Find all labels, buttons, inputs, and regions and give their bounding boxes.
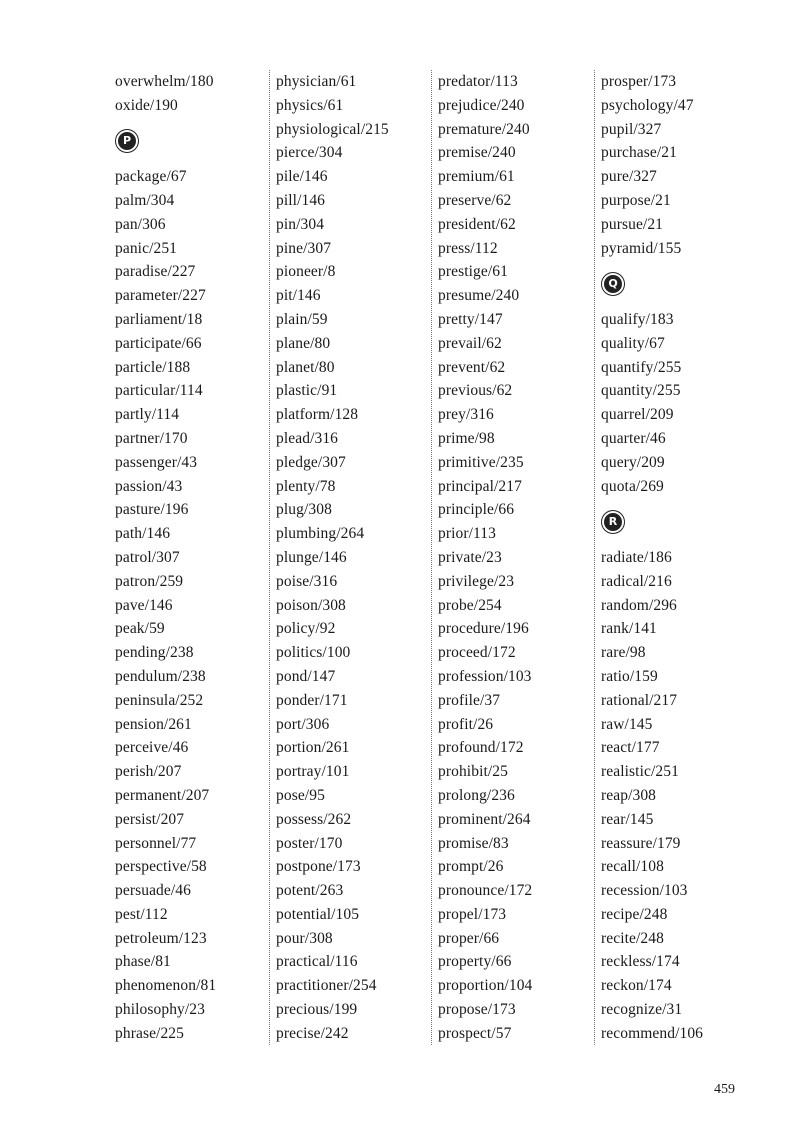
index-entry: paradise/227: [115, 263, 196, 281]
index-entry: recommend/106: [601, 1024, 704, 1042]
index-entry: persuade/46: [115, 882, 191, 900]
index-entry: premise/240: [438, 144, 516, 162]
index-entry: poison/308: [276, 596, 346, 614]
index-entry: pension/261: [115, 715, 192, 733]
index-entry: pretty/147: [438, 310, 503, 328]
index-entry: pledge/307: [276, 453, 346, 471]
index-entry: predator/113: [438, 73, 518, 90]
index-entry: pursue/21: [601, 215, 664, 233]
index-entry: pendulum/238: [115, 667, 206, 685]
index-entry: passenger/43: [115, 453, 198, 471]
index-entry: poster/170: [276, 834, 343, 852]
index-entry: prospect/57: [438, 1024, 512, 1042]
index-entry: pioneer/8: [276, 263, 336, 281]
index-entry: plane/80: [276, 334, 331, 352]
index-entry: physician/61: [276, 73, 357, 90]
index-entry: port/306: [276, 715, 330, 733]
index-entry: procedure/196: [438, 620, 529, 638]
index-entry: rare/98: [601, 644, 646, 662]
letter-badge-icon: R: [604, 513, 622, 531]
index-entry: profile/37: [438, 691, 501, 709]
letter-badge-icon: P: [118, 132, 136, 150]
index-entry: plug/308: [276, 501, 332, 519]
index-entry: potent/263: [276, 882, 344, 900]
index-entry: pill/146: [276, 191, 326, 209]
index-entry: pasture/196: [115, 501, 189, 519]
index-column-3: [438, 70, 588, 1046]
index-entry: portray/101: [276, 763, 350, 781]
section-letter-q: [601, 260, 751, 308]
index-entry: react/177: [601, 739, 660, 757]
index-entry: reap/308: [601, 786, 657, 804]
index-entry: pine/307: [276, 239, 332, 257]
index-entry: partly/114: [115, 406, 180, 424]
index-entry: peak/59: [115, 620, 165, 638]
index-entry: pile/146: [276, 168, 328, 186]
index-entry: perish/207: [115, 763, 182, 781]
index-entry: principle/66: [438, 501, 515, 519]
index-entry: pending/238: [115, 644, 194, 662]
index-entry: politics/100: [276, 644, 351, 662]
index-entry: postpone/173: [276, 858, 361, 876]
index-entry: policy/92: [276, 620, 336, 638]
index-entry: pupil/327: [601, 120, 662, 138]
index-entry: reassure/179: [601, 834, 681, 852]
page-number: 459: [714, 1082, 735, 1097]
index-entry: pronounce/172: [438, 882, 533, 900]
letter-badge-icon: Q: [604, 275, 622, 293]
index-entry: recite/248: [601, 929, 664, 947]
index-entry: plenty/78: [276, 477, 336, 495]
index-entry: pave/146: [115, 596, 173, 614]
index-entry: principal/217: [438, 477, 522, 495]
index-entry: profound/172: [438, 739, 524, 757]
section-letter-p: [115, 118, 265, 166]
index-entry: press/112: [438, 239, 498, 257]
index-entry: quantify/255: [601, 358, 682, 376]
index-entry: quarter/46: [601, 429, 666, 447]
index-entry: particle/188: [115, 358, 191, 376]
index-entry: plastic/91: [276, 382, 338, 400]
index-entry: plead/316: [276, 429, 339, 447]
index-entry: radiate/186: [601, 548, 672, 566]
index-entry: purchase/21: [601, 144, 677, 162]
index-entry: quality/67: [601, 334, 665, 352]
index-entry: privilege/23: [438, 572, 515, 590]
index-entry: realistic/251: [601, 763, 679, 781]
index-entry: property/66: [438, 953, 512, 971]
index-entry: recognize/31: [601, 1001, 683, 1019]
index-entry: pyramid/155: [601, 239, 682, 257]
index-entry: recall/108: [601, 858, 664, 876]
index-entry: oxide/190: [115, 96, 178, 114]
index-entry: portion/261: [276, 739, 350, 757]
index-entry: phase/81: [115, 953, 171, 971]
index-entry: pin/304: [276, 215, 325, 233]
index-entry: reckless/174: [601, 953, 680, 971]
index-column-2: [276, 70, 426, 1046]
index-entry: raw/145: [601, 715, 653, 733]
index-entry: permanent/207: [115, 786, 210, 804]
index-entry: platform/128: [276, 406, 359, 424]
index-entry: personnel/77: [115, 834, 197, 852]
index-entry: physiological/215: [276, 120, 389, 138]
index-entry: parliament/18: [115, 310, 203, 328]
index-entry: random/296: [601, 596, 677, 614]
index-entry: possess/262: [276, 810, 352, 828]
index-entry: query/209: [601, 453, 665, 471]
index-entry: ponder/171: [276, 691, 348, 709]
index-entry: quota/269: [601, 477, 664, 495]
index-entry: president/62: [438, 215, 516, 233]
index-entry: pierce/304: [276, 144, 343, 162]
index-entry: palm/304: [115, 191, 175, 209]
index-entry: patrol/307: [115, 548, 180, 566]
index-entry: plumbing/264: [276, 525, 365, 543]
index-entry: parameter/227: [115, 287, 206, 305]
index-entry: package/67: [115, 168, 187, 186]
index-entry: participate/66: [115, 334, 202, 352]
index-entry: physics/61: [276, 96, 344, 114]
index-entry: pest/112: [115, 905, 168, 923]
index-entry: potential/105: [276, 905, 360, 923]
index-entry: prejudice/240: [438, 96, 525, 114]
index-entry: passion/43: [115, 477, 183, 495]
index-entry: philosophy/23: [115, 1001, 206, 1019]
index-entry: prolong/236: [438, 786, 515, 804]
index-entry: proper/66: [438, 929, 500, 947]
index-entry: prevent/62: [438, 358, 506, 376]
index-entry: panic/251: [115, 239, 178, 257]
index-entry: precise/242: [276, 1024, 349, 1042]
index-entry: prompt/26: [438, 858, 504, 876]
index-entry: proportion/104: [438, 977, 533, 995]
index-entry: recession/103: [601, 882, 688, 900]
index-column-1: [115, 70, 265, 1046]
index-entry: pure/327: [601, 168, 657, 186]
index-entry: ratio/159: [601, 667, 658, 685]
index-entry: quarrel/209: [601, 406, 674, 424]
index-entry: prohibit/25: [438, 763, 508, 781]
index-entry: profession/103: [438, 667, 532, 685]
index-entry: persist/207: [115, 810, 185, 828]
index-entry: peninsula/252: [115, 691, 204, 709]
index-entry: psychology/47: [601, 96, 694, 114]
index-entry: planet/80: [276, 358, 335, 376]
index-entry: rear/145: [601, 810, 654, 828]
index-entry: rational/217: [601, 691, 678, 709]
index-column-4: [601, 70, 751, 1046]
index-entry: prime/98: [438, 429, 495, 447]
index-entry: premium/61: [438, 168, 515, 186]
index-entry: propel/173: [438, 905, 507, 923]
index-entry: phrase/225: [115, 1024, 185, 1042]
index-entry: particular/114: [115, 382, 203, 400]
index-entry: plunge/146: [276, 548, 347, 566]
index-entry: pour/308: [276, 929, 333, 947]
index-entry: reckon/174: [601, 977, 672, 995]
index-entry: radical/216: [601, 572, 672, 590]
index-entry: overwhelm/180: [115, 73, 214, 90]
index-entry: prior/113: [438, 525, 497, 543]
index-entry: path/146: [115, 525, 171, 543]
index-entry: prevail/62: [438, 334, 502, 352]
index-entry: quantity/255: [601, 382, 681, 400]
index-entry: purpose/21: [601, 191, 671, 209]
index-entry: prestige/61: [438, 263, 508, 281]
index-entry: proceed/172: [438, 644, 516, 662]
index-entry: promise/83: [438, 834, 509, 852]
section-letter-r: [601, 498, 751, 546]
index-entry: perceive/46: [115, 739, 189, 757]
index-entry: poise/316: [276, 572, 338, 590]
index-entry: practitioner/254: [276, 977, 377, 995]
index-entry: prosper/173: [601, 73, 677, 90]
index-entry: plain/59: [276, 310, 328, 328]
index-entry: recipe/248: [601, 905, 668, 923]
index-entry: pan/306: [115, 215, 166, 233]
index-entry: qualify/183: [601, 310, 674, 328]
index-entry: perspective/58: [115, 858, 207, 876]
index-entry: prominent/264: [438, 810, 531, 828]
index-entry: phenomenon/81: [115, 977, 217, 995]
index-entry: profit/26: [438, 715, 494, 733]
index-entry: previous/62: [438, 382, 513, 400]
index-entry: presume/240: [438, 287, 520, 305]
index-entry: pond/147: [276, 667, 336, 685]
index-entry: primitive/235: [438, 453, 524, 471]
index-entry: probe/254: [438, 596, 502, 614]
index-entry: pit/146: [276, 287, 321, 305]
index-entry: prey/316: [438, 406, 494, 424]
index-entry: preserve/62: [438, 191, 512, 209]
index-entry: partner/170: [115, 429, 188, 447]
index-entry: private/23: [438, 548, 502, 566]
index-entry: pose/95: [276, 786, 325, 804]
index-entry: practical/116: [276, 953, 358, 971]
index-entry: rank/141: [601, 620, 657, 638]
index-entry: petroleum/123: [115, 929, 207, 947]
index-entry: precious/199: [276, 1001, 358, 1019]
index-entry: premature/240: [438, 120, 530, 138]
index-entry: patron/259: [115, 572, 184, 590]
index-entry: propose/173: [438, 1001, 516, 1019]
